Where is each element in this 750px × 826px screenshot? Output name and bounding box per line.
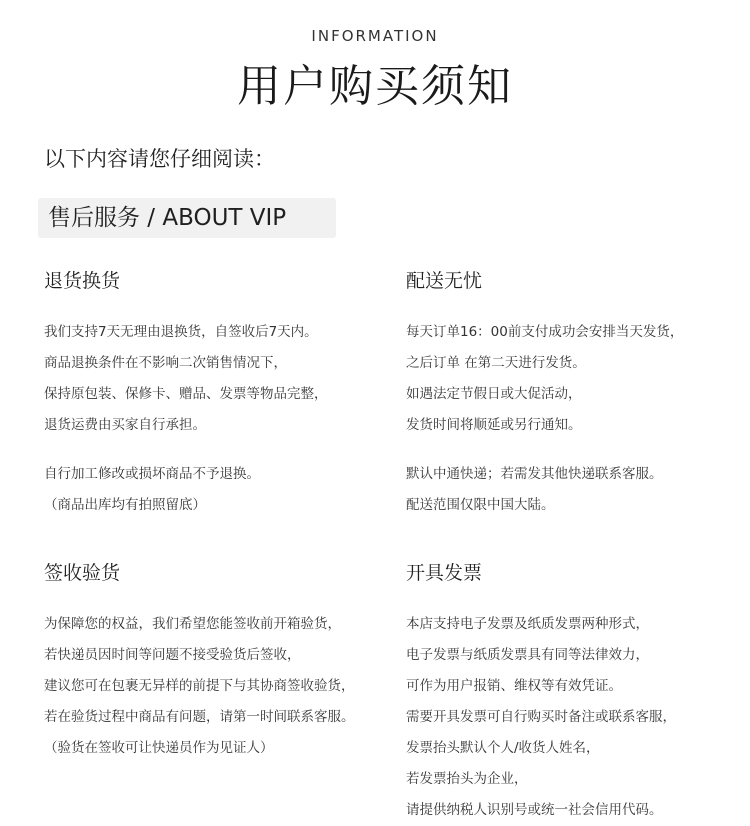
section-title: 退货换货	[44, 270, 121, 292]
section-line: 退货运费由买家自行承担。	[44, 417, 206, 433]
inspection-section	[44, 558, 374, 764]
section-line: 若快递员因时间等问题不接受验货后签收，	[44, 647, 301, 663]
after-sales-tab: 售后服务 / ABOUT VIP	[38, 198, 336, 238]
section-line: 电子发票与纸质发票具有同等法律效力，	[406, 647, 649, 663]
section-line: 发货时间将顺延或另行通知。	[406, 417, 582, 433]
section-line: 若在验货过程中商品有问题，请第一时间联系客服。	[44, 709, 355, 725]
page-eyebrow: INFORMATION	[311, 27, 439, 45]
section-title: 签收验货	[44, 562, 121, 584]
intro-text: 以下内容请您仔细阅读：	[44, 147, 275, 171]
section-line: 自行加工修改或损坏商品不予退换。	[44, 466, 260, 482]
delivery-section	[406, 266, 736, 521]
section-line: 之后订单 在第二天进行发货。	[406, 355, 586, 371]
section-line: 如遇法定节假日或大促活动，	[406, 386, 582, 402]
section-line: 发票抬头默认个人/收货人姓名，	[406, 740, 600, 756]
section-line: 我们支持7天无理由退换货，自签收后7天内。	[44, 324, 318, 340]
section-line: 默认中通快递；若需发其他快递联系客服。	[406, 466, 663, 482]
invoice-section	[406, 558, 736, 826]
section-line: 建议您可在包裹无异样的前提下与其协商签收验货，	[44, 678, 355, 694]
section-line: 需要开具发票可自行购买时备注或联系客服，	[406, 709, 676, 725]
page-title: 用户购买须知	[237, 61, 513, 112]
section-line: 若发票抬头为企业，	[406, 771, 528, 787]
section-line: （商品出库均有拍照留底）	[44, 497, 206, 513]
section-title: 配送无忧	[406, 270, 483, 292]
section-line: （验货在签收可让快递员作为见证人）	[44, 740, 274, 756]
section-title: 开具发票	[406, 562, 483, 584]
section-line: 保持原包装、保修卡、赠品、发票等物品完整，	[44, 386, 328, 402]
section-line: 请提供纳税人识别号或统一社会信用代码。	[406, 802, 663, 818]
section-line: 可作为用户报销、维权等有效凭证。	[406, 678, 622, 694]
returns-section	[44, 266, 374, 521]
section-line: 商品退换条件在不影响二次销售情况下，	[44, 355, 287, 371]
section-line: 每天订单16：00前支付成功会安排当天发货，	[406, 324, 684, 340]
section-line: 本店支持电子发票及纸质发票两种形式，	[406, 616, 649, 632]
section-line: 为保障您的权益，我们希望您能签收前开箱验货，	[44, 616, 341, 632]
section-line: 配送范围仅限中国大陆。	[406, 497, 555, 513]
